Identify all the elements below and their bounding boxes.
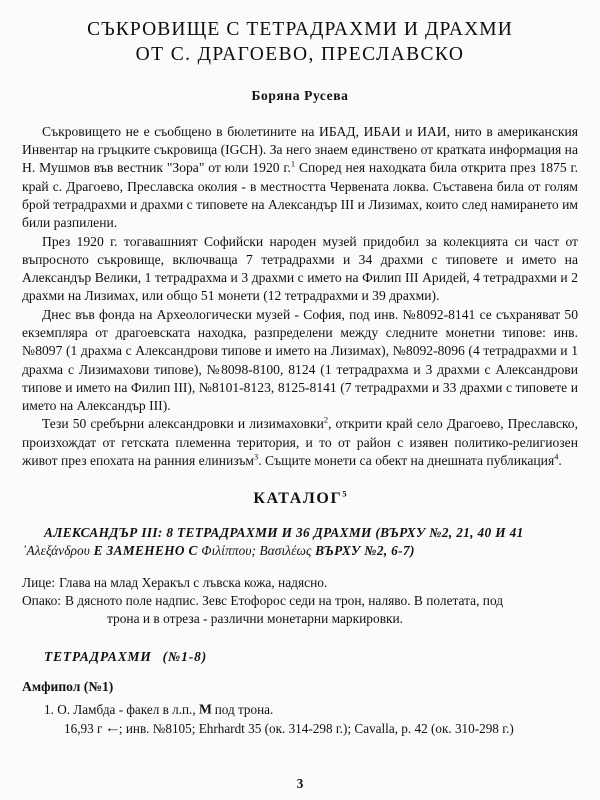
footnote-ref-3: 3 — [254, 451, 259, 462]
reverse-row — [22, 592, 578, 628]
entry-1-line-1 — [44, 700, 578, 719]
coin-description — [22, 574, 578, 629]
denomination-heading — [22, 649, 578, 665]
section-heading-alexander — [22, 524, 578, 560]
greek-legend-alexandrou: ᾽Αλεξάνδρου — [22, 543, 90, 559]
paragraph-1-continued: Според нея находката била открита през 1875 г. край с. Драгоево, Преславска околия - в местността Червената локва. Съставена била от голям брой тетрадрахми и драхми с типовете на Александър III и Лизимах, които след намирането им били разпилени. — [22, 160, 578, 231]
author-name: Боряна Русева — [251, 87, 349, 103]
section-heading-line-2b: Е ЗАМЕНЕНО С — [89, 543, 202, 559]
entry-1-references: ; инв. №8105; Ehrhardt 35 (ок. 314-298 г.); Cavalla, p. 42 (ок. 310-298 г.) — [118, 720, 514, 736]
section-heading-line-2a: 21, 40 И 41 — [456, 525, 524, 541]
paragraph-4-part-4: . — [558, 452, 562, 468]
paragraph-4-part-3: . Същите монети са обект на днешната публикация — [258, 452, 555, 468]
reverse-text-line-2: трона и в отреза - различни монетарни маркировки. — [107, 611, 404, 627]
paragraph-4 — [22, 415, 578, 470]
page-content — [22, 10, 578, 738]
obverse-text: Глава на млад Херакъл с лъвска кожа, надясно. — [59, 574, 328, 590]
section-heading-line-3: ВЪРХУ №2, 6-7) — [315, 543, 415, 559]
catalog-heading-text: КАТАЛОГ — [253, 490, 343, 508]
paragraph-4-part-2: , открити край село Драгоево, Преславско, произхождат от гетската племенна територия, и то от район с изявен политико-религиозен живот през епохата на ранния елинизъм — [22, 416, 578, 468]
section-heading-line-1: АЛЕКСАНДЪР III: 8 ТЕТРАДРАХМИ И 36 ДРАХМИ (ВЪРХУ №2, — [44, 525, 453, 541]
greek-legend-philippou-basileos: Φιλίππου; Βασιλέως — [201, 543, 312, 559]
footnote-ref-2: 2 — [323, 414, 329, 425]
title-line-1: СЪКРОВИЩЕ С ТЕТРАДРАХМИ И ДРАХМИ — [87, 19, 513, 40]
monogram-icon: M — [198, 701, 212, 717]
catalog-heading — [22, 490, 578, 508]
entry-1-number: 1. — [44, 702, 54, 718]
obverse-row — [22, 574, 578, 592]
footnote-ref-1: 1 — [290, 158, 296, 169]
paragraph-4-part-1: Тези 50 сребърни александровки и лизимаховки — [42, 416, 324, 432]
footnote-ref-4: 4 — [554, 451, 559, 462]
paragraph-2: През 1920 г. тогавашният Софийски народен музей придобил за колекцията си част от въпросното съкровище, включваща 7 тетрадрахми и 34 драхми с типовете и името на Александър Велики, 1 тетрадрахма и 3 драхми с името на Филип III Аридей, 4 тетрадрахми и 2 драхми на Лизимах, или общо 51 монети (12 тетрадрахми и 39 драхми). — [22, 233, 578, 304]
paragraph-1-text: Съкровището не е съобщено в бюлетините на ИБАД, ИБАИ и ИАИ, нито в американския Инвентар на гръцките съкровища (IGCH). За него знаем единствено от кратката информация на Н. Мушмов във вестник "Зора" от юли 1920 г. — [22, 123, 578, 176]
body-text — [22, 123, 578, 470]
reverse-label: Опако: — [22, 592, 62, 608]
entry-1-description-end: под трона. — [214, 702, 274, 718]
footnote-ref-5: 5 — [342, 488, 347, 499]
title-line-2: ОТ С. ДРАГОЕВО, ПРЕСЛАВСКО — [135, 43, 465, 65]
entry-1-weight: 16,93 г — [64, 720, 103, 736]
denomination-name: ТЕТРАДРАХМИ — [44, 649, 152, 665]
page-number: 3 — [296, 776, 304, 791]
entry-1-description: О. Ламбда - факел в л.п., — [57, 702, 196, 718]
mint-heading-amphipolis: Амфипол (№1) — [22, 679, 114, 695]
paragraph-1 — [22, 123, 578, 233]
paragraph-3: Днес във фонда на Археологически музей - София, под инв. №8092-8141 се съхраняват 50 екземпляра от драгоевската находка, разпределени между следните монетни типове: инв. №8097 (1 драхма с Александрови типове и името на Лизимах), №8092-8096 (4 тетрадрахми и 1 драхма с Лизимахови типове), №8098-8100, 8124 (1 тетрадрахма и 3 драхми с Александрови типове и името на Филип III), №8101-8123, 8125-8141 (7 тетрадрахми и 33 драхми с типовете и името на Александър III). — [22, 306, 578, 414]
obverse-label: Лице: — [22, 574, 56, 590]
die-axis-arrow-icon: ← — [104, 719, 121, 735]
reverse-text — [65, 592, 578, 628]
entry-1-line-2 — [44, 720, 578, 738]
reverse-text-line-1: В дясното поле надпис. Зевс Етофорос седи на трон, наляво. В полетата, под — [65, 592, 504, 608]
page-title — [22, 18, 578, 68]
denomination-range: (№1-8) — [162, 649, 208, 665]
catalog-entry-1 — [22, 700, 578, 738]
